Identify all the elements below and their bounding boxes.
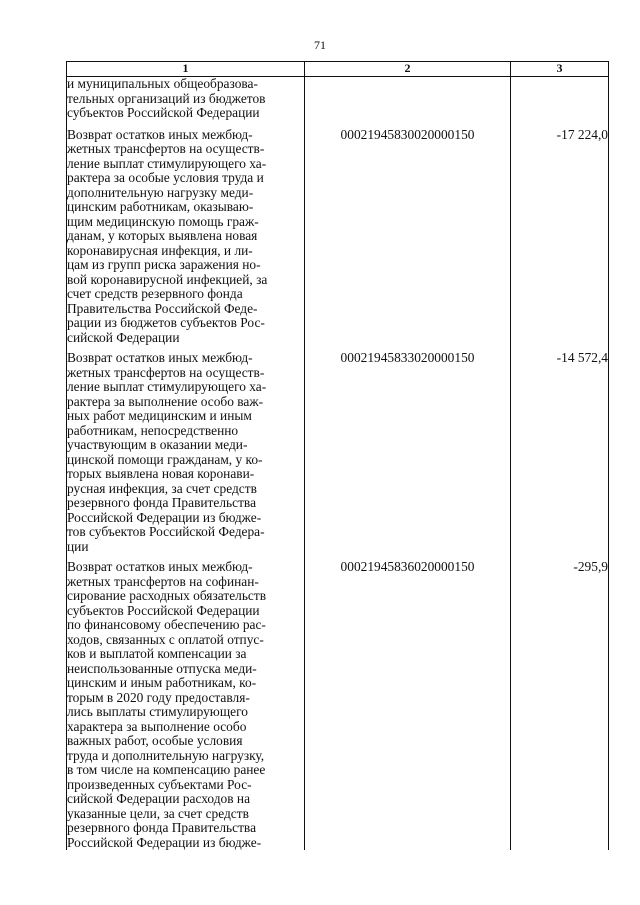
row-budget-code: 00021945833020000150 bbox=[305, 351, 511, 560]
description-line: жетных трансфертов на осуществ- bbox=[67, 364, 265, 380]
row-budget-code: 00021945830020000150 bbox=[305, 128, 511, 352]
description-line: коронавирусная инфекция, и ли- bbox=[67, 242, 253, 258]
description-line: вой коронавирусной инфекцией, за bbox=[67, 271, 268, 287]
description-line: тов субъектов Российской Федера- bbox=[67, 524, 265, 539]
row-description bbox=[67, 351, 305, 560]
description-line: рации из бюджетов субъектов Рос- bbox=[67, 315, 265, 330]
description-line: торых выявлена новая коронави- bbox=[67, 466, 255, 481]
description-line: сирование расходных обязательств bbox=[67, 588, 267, 603]
description-line: сийской Федерации расходов на bbox=[67, 791, 251, 806]
description-line: сийской Федерации bbox=[67, 329, 180, 345]
description-line: участвующим в оказании меди- bbox=[67, 437, 248, 452]
description-line: Возврат остатков иных межбюд- bbox=[67, 559, 253, 574]
description-line: произведенных субъектами Рос- bbox=[67, 776, 252, 792]
description-line: ков и выплатой компенсации за bbox=[67, 646, 247, 661]
description-line: счет средств резервного фонда bbox=[67, 286, 243, 301]
description-line: ление выплат стимулирующего ха- bbox=[67, 155, 267, 171]
description-line: указанные цели, за счет средств bbox=[67, 805, 249, 821]
description-line: резервного фонда Правительства bbox=[67, 820, 257, 835]
description-line: работникам, непосредственно bbox=[67, 422, 239, 438]
description-line: жетных трансфертов на софинан- bbox=[67, 573, 259, 589]
budget-table bbox=[66, 61, 609, 850]
row-amount: -14 572,4 bbox=[511, 351, 609, 560]
description-line: рактера за выполнение особо важ- bbox=[67, 393, 264, 409]
description-line: цинским работникам, оказываю- bbox=[67, 199, 254, 214]
description-line: цам из групп риска заражения но- bbox=[67, 257, 261, 272]
description-line: в том числе на компенсацию ранее bbox=[67, 762, 266, 777]
description-line: Возврат остатков иных межбюд- bbox=[67, 126, 253, 142]
description-line: лись выплаты стимулирующего bbox=[67, 704, 248, 719]
description-line: дополнительную нагрузку меди- bbox=[67, 184, 254, 200]
column-header-2: 2 bbox=[305, 62, 511, 77]
row-budget-code: 00021945836020000150 bbox=[305, 560, 511, 850]
description-line: русная инфекция, за счет средств bbox=[67, 480, 257, 496]
page-number: 71 bbox=[314, 38, 326, 52]
description-line: ходов, связанных с оплатой отпус- bbox=[67, 631, 264, 647]
description-line: неиспользованные отпуска меди- bbox=[67, 660, 257, 676]
table-row bbox=[67, 128, 609, 352]
description-line: Правительства Российской Феде- bbox=[67, 300, 258, 316]
description-line: тельных организаций из бюджетов bbox=[67, 90, 266, 106]
description-line: щим медицинскую помощь граж- bbox=[67, 213, 259, 229]
description-line: Российской Федерации из бюдже- bbox=[67, 834, 262, 850]
row-description bbox=[67, 77, 305, 128]
description-line: цинским и иным работникам, ко- bbox=[67, 675, 257, 690]
description-line: труда и дополнительную нагрузку, bbox=[67, 747, 265, 763]
table-row bbox=[67, 351, 609, 560]
row-description bbox=[67, 560, 305, 850]
row-budget-code bbox=[305, 77, 511, 128]
description-line: ных работ медицинским и иным bbox=[67, 408, 252, 423]
row-amount bbox=[511, 77, 609, 128]
description-line: по финансовому обеспечению рас- bbox=[67, 617, 266, 632]
description-line: Возврат остатков иных межбюд- bbox=[67, 350, 253, 365]
description-line: субъектов Российской Федерации bbox=[67, 105, 260, 120]
description-line: важных работ, особые условия bbox=[67, 733, 243, 748]
column-header-3: 3 bbox=[511, 62, 609, 77]
row-amount: -17 224,0 bbox=[511, 128, 609, 352]
description-line: ции bbox=[67, 538, 89, 554]
description-line: цинской помощи гражданам, у ко- bbox=[67, 451, 263, 467]
description-line: характера за выполнение особо bbox=[67, 718, 247, 734]
table-row bbox=[67, 77, 609, 128]
table-header-row bbox=[67, 62, 609, 77]
description-line: ление выплат стимулирующего ха- bbox=[67, 379, 267, 394]
description-line: Российской Федерации из бюдже- bbox=[67, 509, 262, 525]
description-line: данам, у которых выявлена новая bbox=[67, 228, 258, 243]
description-line: рактера за особые условия труда и bbox=[67, 170, 264, 185]
row-description bbox=[67, 128, 305, 352]
description-line: резервного фонда Правительства bbox=[67, 495, 257, 510]
description-line: торым в 2020 году предоставля- bbox=[67, 689, 250, 705]
row-amount: -295,9 bbox=[511, 560, 609, 850]
column-header-1: 1 bbox=[67, 62, 305, 77]
description-line: и муниципальных общеобразова- bbox=[67, 76, 258, 91]
description-line: жетных трансфертов на осуществ- bbox=[67, 141, 265, 156]
table-row bbox=[67, 560, 609, 850]
description-line: субъектов Российской Федерации bbox=[67, 602, 260, 618]
